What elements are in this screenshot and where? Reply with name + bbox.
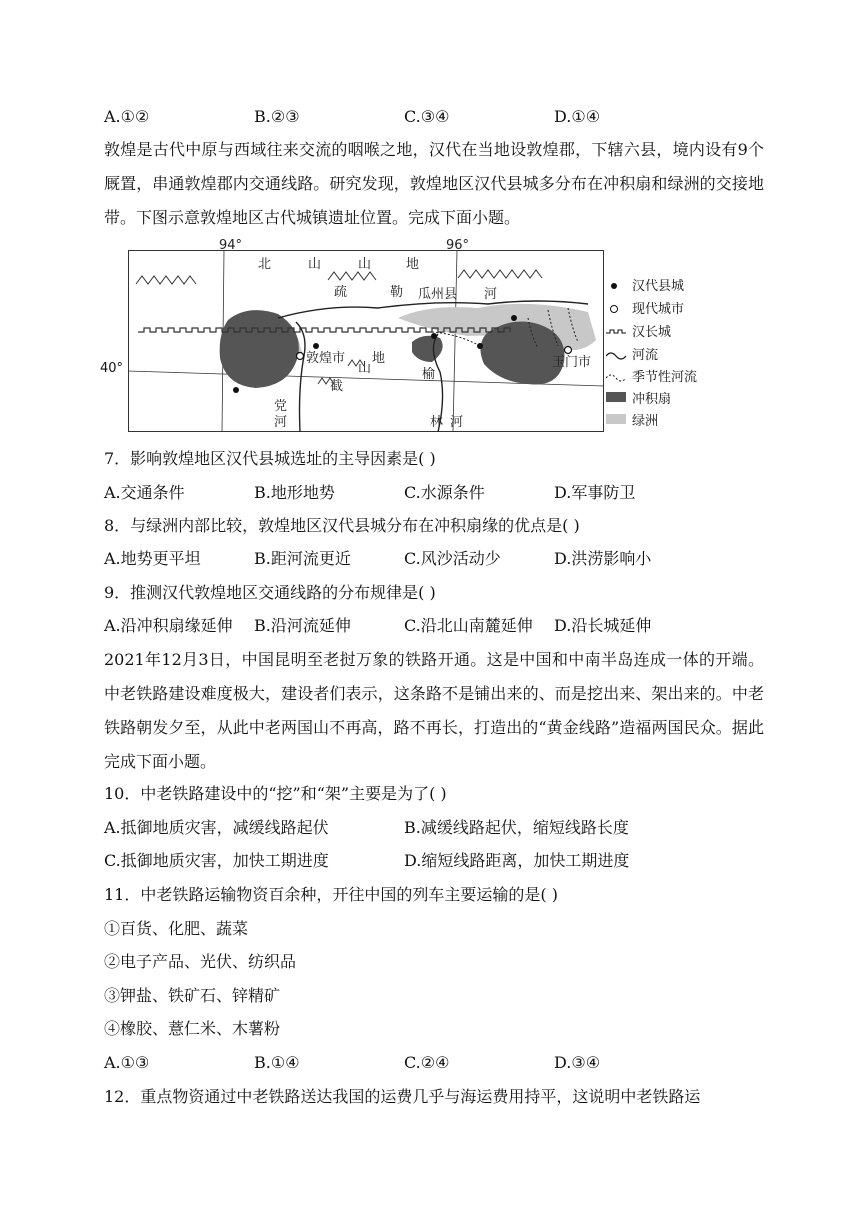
q11-option-b: B.①④ [254,1053,300,1072]
dunhuang-intro: 敦煌是古代中原与西域往来交流的咽喉之地，汉代在当地设敦煌郡，下辖六县，境内设有9个厩置，串通敦煌郡内交通线路。研究发现，敦煌地区汉代县城多分布在冲积扇和绿洲的交接地带。下图示意敦煌地区古代城镇遗址位置。完成下面小题。 [104,140,764,227]
shule-char: 疏 [334,285,348,300]
yumen-label: 玉门市 [552,355,592,370]
q11-item: ②电子产品、光伏、纺织品 [104,952,297,971]
q11-stem: 11．中老铁路运输物资百余种，开往中国的列车主要运输的是( ) [104,885,558,904]
q12-stem: 12．重点物资通过中老铁路送达我国的运费几乎与海运费用持平，这说明中老铁路运 [104,1087,701,1106]
railway-intro: 2021年12月3日，中国昆明至老挝万象的铁路开通。这是中国和中南半岛连成一体的开端。中老铁路建设难度极大，建设者们表示，这条路不是铺出来的、而是挖出来、架出来的。中老铁路朝发夕至，从此中老两国山不再高，路不再长，打造出的“黄金线路”造福两国民众。据此完成下面小题。 [104,650,764,771]
q6-option-d: D.①④ [554,107,601,126]
north-mountain-char: 北 [258,257,272,272]
legend-label: 冲积扇 [632,392,672,407]
q10-option-a: A.抵御地质灾害，减缓线路起伏 [104,818,329,837]
modern-city-marker [297,353,304,360]
legend-wall-icon [606,330,626,333]
legend-label: 现代城市 [632,302,685,317]
legend-modern-city-icon [611,306,618,313]
lon-96-label: 96° [446,238,470,253]
mountain2-char: 截 [330,379,344,394]
q7-option-d: D.军事防卫 [554,483,636,502]
lat-40-label: 40° [100,361,124,376]
yulin-char: 河 [450,415,464,430]
q7-option-a: A.交通条件 [104,483,185,502]
q9-option-a: A.沿冲积扇缘延伸 [104,616,233,635]
yulin-char: 榆 [422,367,436,382]
legend-label: 季节性河流 [632,370,698,385]
dang-river-char: 党 [274,399,288,414]
legend-oasis-icon [606,414,626,424]
q11-item: ③钾盐、铁矿石、锌精矿 [104,986,281,1005]
shule-char: 勒 [390,285,404,300]
q9-option-c: C.沿北山南麓延伸 [404,616,533,635]
lon-94-label: 94° [219,238,243,253]
dang-river-char: 河 [274,415,288,430]
legend-label: 河流 [632,348,659,363]
shule-char: 河 [484,287,498,302]
yulin-char: 林 [430,415,444,430]
guazhou-label: 瓜州县 [418,287,458,302]
q9-stem: 9．推测汉代敦煌地区交通线路的分布规律是( ) [104,583,436,602]
q8-option-d: D.洪涝影响小 [554,549,652,568]
legend-seasonal-river-icon [606,375,626,381]
q6-option-b: B.②③ [254,107,300,126]
han-city-marker [431,333,437,339]
legend-label: 汉代县城 [632,279,685,294]
q9-option-b: B.沿河流延伸 [254,616,351,635]
q11-item: ①百货、化肥、蔬菜 [104,919,249,938]
legend-label: 绿洲 [632,414,659,429]
q8-stem: 8．与绿洲内部比较，敦煌地区汉代县城分布在冲积扇缘的优点是( ) [104,516,580,535]
q11-option-a: A.①③ [104,1053,150,1072]
q6-option-a: A.①② [104,107,150,126]
han-city-marker [511,315,517,321]
q10-option-c: C.抵御地质灾害，加快工期进度 [104,851,329,870]
q8-option-c: C.风沙活动少 [404,549,501,568]
q8-option-a: A.地势更平坦 [104,549,201,568]
mountain2-char: 地 [372,351,386,366]
q6-option-c: C.③④ [404,107,450,126]
q8-option-b: B.距河流更近 [254,549,351,568]
han-city-marker [477,343,483,349]
q11-item: ④橡胶、薏仁米、木薯粉 [104,1019,281,1038]
modern-city-marker [565,347,572,354]
legend-alluvial-fan-icon [606,392,626,402]
mountain2-char: 山 [358,361,372,376]
q11-option-d: D.③④ [554,1053,601,1072]
q7-stem: 7．影响敦煌地区汉代县城选址的主导因素是( ) [104,449,436,468]
legend-label: 汉长城 [632,325,672,340]
q7-option-c: C.水源条件 [404,483,485,502]
legend-river-icon [606,353,626,359]
north-mountain-char: 山 [358,257,372,272]
north-mountain-char: 地 [406,257,420,272]
q7-option-b: B.地形地势 [254,483,335,502]
dunhuang-map [128,238,604,432]
han-city-marker [313,343,319,349]
legend-han-city-icon [611,283,617,289]
dunhuang-label: 敦煌市 [306,351,346,366]
q10-stem: 10．中老铁路建设中的“挖”和“架”主要是为了( ) [104,784,447,803]
q10-option-d: D.缩短线路距离，加快工期进度 [404,851,630,870]
north-mountain-char: 山 [308,257,322,272]
q10-option-b: B.减缓线路起伏，缩短线路长度 [404,818,629,837]
q9-option-d: D.沿长城延伸 [554,616,652,635]
q11-option-c: C.②④ [404,1053,450,1072]
han-city-marker [233,387,239,393]
